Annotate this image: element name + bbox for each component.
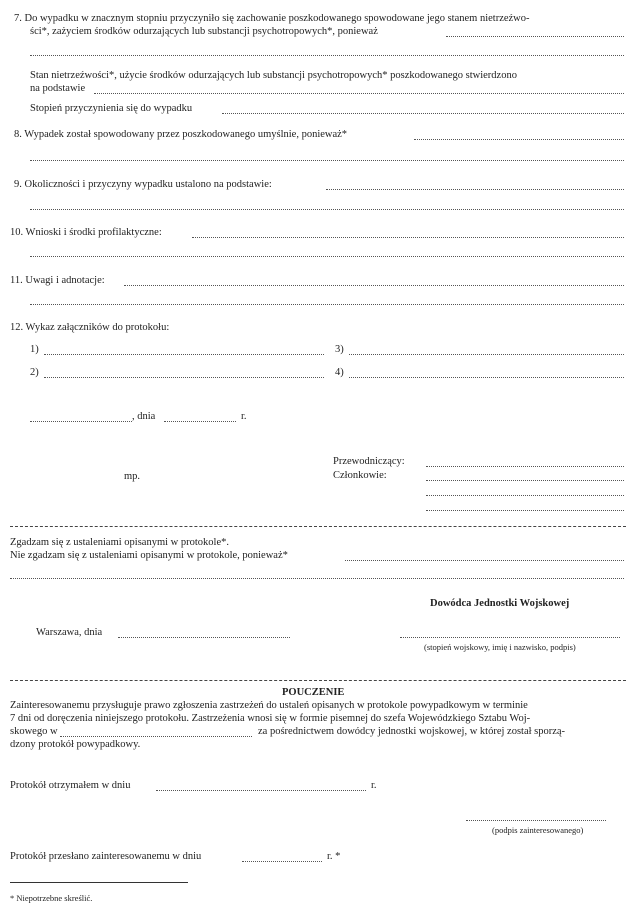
section-divider xyxy=(10,526,626,527)
section-7-stopien-label: Stopień przyczynienia się do wypadku xyxy=(30,103,193,114)
section-10-field-2[interactable] xyxy=(30,256,624,257)
section-8-label: 8. Wypadek został spowodowany przez poszkodowanego umyślnie, ponieważ* xyxy=(14,129,348,140)
chair-field[interactable] xyxy=(426,466,624,467)
section-7-line-1: 7. Do wypadku w znacznym stopniu przyczyniło się zachowanie poszkodowanego spowodowane jego stanem nietrzeźwo- xyxy=(14,13,530,24)
section-10-field[interactable] xyxy=(192,237,624,238)
section-9-field-2[interactable] xyxy=(30,209,624,210)
commander-signature-caption: (stopień wojskowy, imię i nazwisko, podpis) xyxy=(424,642,576,652)
section-10-label: 10. Wnioski i środki profilaktyczne: xyxy=(10,227,162,238)
commander-place-label: Warszawa, dnia xyxy=(36,627,103,638)
section-8-field-2[interactable] xyxy=(30,160,624,161)
pouczenie-line-2: 7 dni od doręczenia niniejszego protokołu. Zastrzeżenia wnosi się w formie pisemnej do szefa Wojewódzkiego Sztabu Woj- xyxy=(10,713,531,724)
attachment-4-label: 4) xyxy=(335,367,344,378)
pouczenie-line-3b: za pośrednictwem dowódcy jednostki wojskowej, w której został sporzą- xyxy=(258,726,566,737)
attachment-3-label: 3) xyxy=(335,344,344,355)
disagree-reason-field-2[interactable] xyxy=(10,578,624,579)
footnote-rule xyxy=(10,882,188,883)
sent-r-label: r. * xyxy=(327,851,341,862)
stamp-mp-label: mp. xyxy=(124,471,141,482)
date-r-label: r. xyxy=(241,411,247,422)
attachment-1-label: 1) xyxy=(30,344,39,355)
section-11-field[interactable] xyxy=(124,285,624,286)
commander-title: Dowódca Jednostki Wojskowej xyxy=(430,598,570,609)
section-12-label: 12. Wykaz załączników do protokołu: xyxy=(10,322,170,333)
pouczenie-line-1: Zainteresowanemu przysługuje prawo zgłoszenia zastrzeżeń do ustaleń opisanych w protokole powypadkowym w terminie xyxy=(10,700,528,711)
received-date-field[interactable] xyxy=(156,790,366,791)
date-field[interactable] xyxy=(164,421,236,422)
received-r-label: r. xyxy=(371,780,377,791)
section-7-stan-line-2: na podstawie xyxy=(30,83,86,94)
section-7-reason-field[interactable] xyxy=(446,36,624,37)
disagree-text: Nie zgadzam się z ustaleniami opisanymi w protokole, ponieważ* xyxy=(10,550,288,561)
chair-label: Przewodniczący: xyxy=(333,456,405,467)
attachment-2-label: 2) xyxy=(30,367,39,378)
section-11-field-2[interactable] xyxy=(30,304,624,305)
commander-date-field[interactable] xyxy=(118,637,290,638)
agree-text: Zgadzam się z ustaleniami opisanymi w protokole*. xyxy=(10,537,229,548)
section-7-line-2: ści*, zażyciem środków odurzających lub substancji psychotropowych*, ponieważ xyxy=(30,26,378,37)
member-3-field[interactable] xyxy=(426,510,624,511)
attachment-2-field[interactable] xyxy=(44,377,324,378)
section-9-label: 9. Okoliczności i przyczyny wypadku ustalono na podstawie: xyxy=(14,179,272,190)
commander-signature-field[interactable] xyxy=(400,637,620,638)
section-9-field[interactable] xyxy=(326,189,624,190)
member-2-field[interactable] xyxy=(426,495,624,496)
sent-date-field[interactable] xyxy=(242,861,322,862)
section-7-stan-line-1: Stan nietrzeźwości*, użycie środków odurzających lub substancji psychotropowych* poszkodowanego stwierdzono xyxy=(30,70,517,81)
signature-field[interactable] xyxy=(466,820,606,821)
pouczenie-heading: POUCZENIE xyxy=(282,687,345,698)
footnote: * Niepotrzebne skreślić. xyxy=(10,893,93,903)
section-11-label: 11. Uwagi i adnotacje: xyxy=(10,275,105,286)
section-8-field[interactable] xyxy=(414,139,624,140)
received-label: Protokół otrzymałem w dniu xyxy=(10,780,131,791)
place-field[interactable] xyxy=(30,421,132,422)
members-label: Członkowie: xyxy=(333,470,387,481)
section-7-basis-field[interactable] xyxy=(94,93,624,94)
section-7-stopien-field[interactable] xyxy=(222,113,624,114)
member-1-field[interactable] xyxy=(426,480,624,481)
date-dnia-label: , dnia xyxy=(132,411,156,422)
attachment-3-field[interactable] xyxy=(349,354,624,355)
signature-caption: (podpis zainteresowanego) xyxy=(492,825,584,835)
attachment-1-field[interactable] xyxy=(44,354,324,355)
pouczenie-line-4: dzony protokół powypadkowy. xyxy=(10,739,141,750)
attachment-4-field[interactable] xyxy=(349,377,624,378)
section-7-reason-field-2[interactable] xyxy=(30,55,624,56)
disagree-reason-field[interactable] xyxy=(345,560,624,561)
pouczenie-line-3a: skowego w xyxy=(10,726,58,737)
pouczenie-wsw-field[interactable] xyxy=(60,736,252,737)
pouczenie-divider xyxy=(10,680,626,681)
sent-label: Protokół przesłano zainteresowanemu w dniu xyxy=(10,851,202,862)
